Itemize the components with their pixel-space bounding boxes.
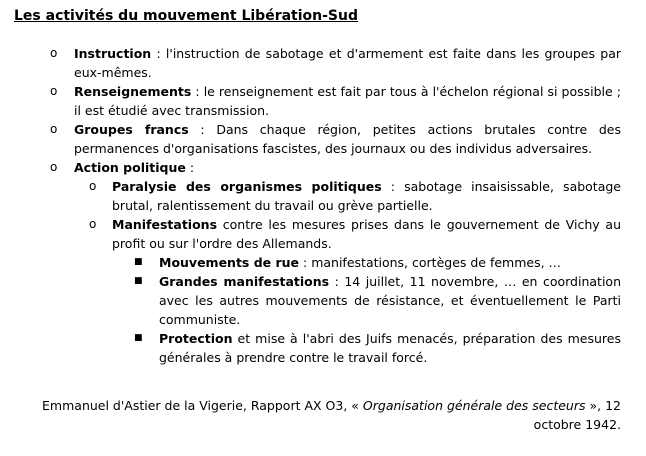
- subsubitem-text: : 14 juillet, 11 novembre, … en coordination avec les autres mouvements de résistance, et éventuellement le Parti communiste.: [159, 274, 621, 327]
- circle-bullet-icon: o: [50, 160, 58, 174]
- subsubitem-term: Protection: [159, 331, 233, 346]
- source-after: », 12 octobre 1942.: [533, 398, 621, 432]
- subitem-term: Manifestations: [112, 217, 218, 232]
- item-term: Action politique: [74, 160, 186, 175]
- subitem-manifestations: [0, 215, 646, 253]
- circle-bullet-icon: o: [89, 217, 97, 231]
- square-bullet-icon: ■: [134, 333, 143, 343]
- subsubitem-term: Grandes manifestations: [159, 274, 330, 289]
- item-text: : le renseignement est fait par tous à l'échelon régional si possible ; il est étudié avec transmission.: [74, 84, 621, 118]
- item-text: :: [185, 160, 195, 175]
- square-bullet-icon: ■: [134, 276, 143, 286]
- subsubitem-mouvements-de-rue: [0, 253, 646, 272]
- subsubitem-grandes-manifestations: [0, 272, 646, 329]
- subsubitem-protection: [0, 329, 646, 367]
- activities-list: [0, 44, 646, 367]
- subitem-text: : sabotage insaisissable, sabotage brutal, ralentissement du travail ou grève partielle.: [112, 179, 621, 213]
- subitem-term: Paralysie des organismes politiques: [112, 179, 382, 194]
- source-before: Emmanuel d'Astier de la Vigerie, Rapport AX O3, «: [42, 398, 363, 413]
- subsubitem-text: : manifestations, cortèges de femmes, …: [299, 255, 562, 270]
- circle-bullet-icon: o: [89, 179, 97, 193]
- item-text: : l'instruction de sabotage et d'armement est faite dans les groupes par eux-mêmes.: [74, 46, 621, 80]
- item-term: Renseignements: [74, 84, 192, 99]
- circle-bullet-icon: o: [50, 46, 58, 60]
- source-citation: [0, 396, 621, 434]
- subitem-paralysie: [0, 177, 646, 215]
- square-bullet-icon: ■: [134, 257, 143, 267]
- subitem-text: contre les mesures prises dans le gouvernement de Vichy au profit ou sur l'ordre des Allemands.: [112, 217, 621, 251]
- list-item-renseignements: [0, 82, 646, 120]
- circle-bullet-icon: o: [50, 122, 58, 136]
- document-title: Les activités du mouvement Libération-Sud: [14, 8, 358, 24]
- list-item-instruction: [0, 44, 646, 82]
- subsubitem-term: Mouvements de rue: [159, 255, 300, 270]
- list-item-action-politique: [0, 158, 646, 177]
- source-title: Organisation générale des secteurs: [362, 398, 586, 413]
- subsubitem-text: et mise à l'abri des Juifs menacés, préparation des mesures générales à prendre contre le travail forcé.: [159, 331, 621, 365]
- list-item-groupes-francs: [0, 120, 646, 158]
- item-term: Groupes francs: [74, 122, 189, 137]
- item-text: : Dans chaque région, petites actions brutales contre des permanences d'organisations fascistes, des journaux ou des individus adversaires.: [74, 122, 621, 156]
- item-term: Instruction: [74, 46, 152, 61]
- circle-bullet-icon: o: [50, 84, 58, 98]
